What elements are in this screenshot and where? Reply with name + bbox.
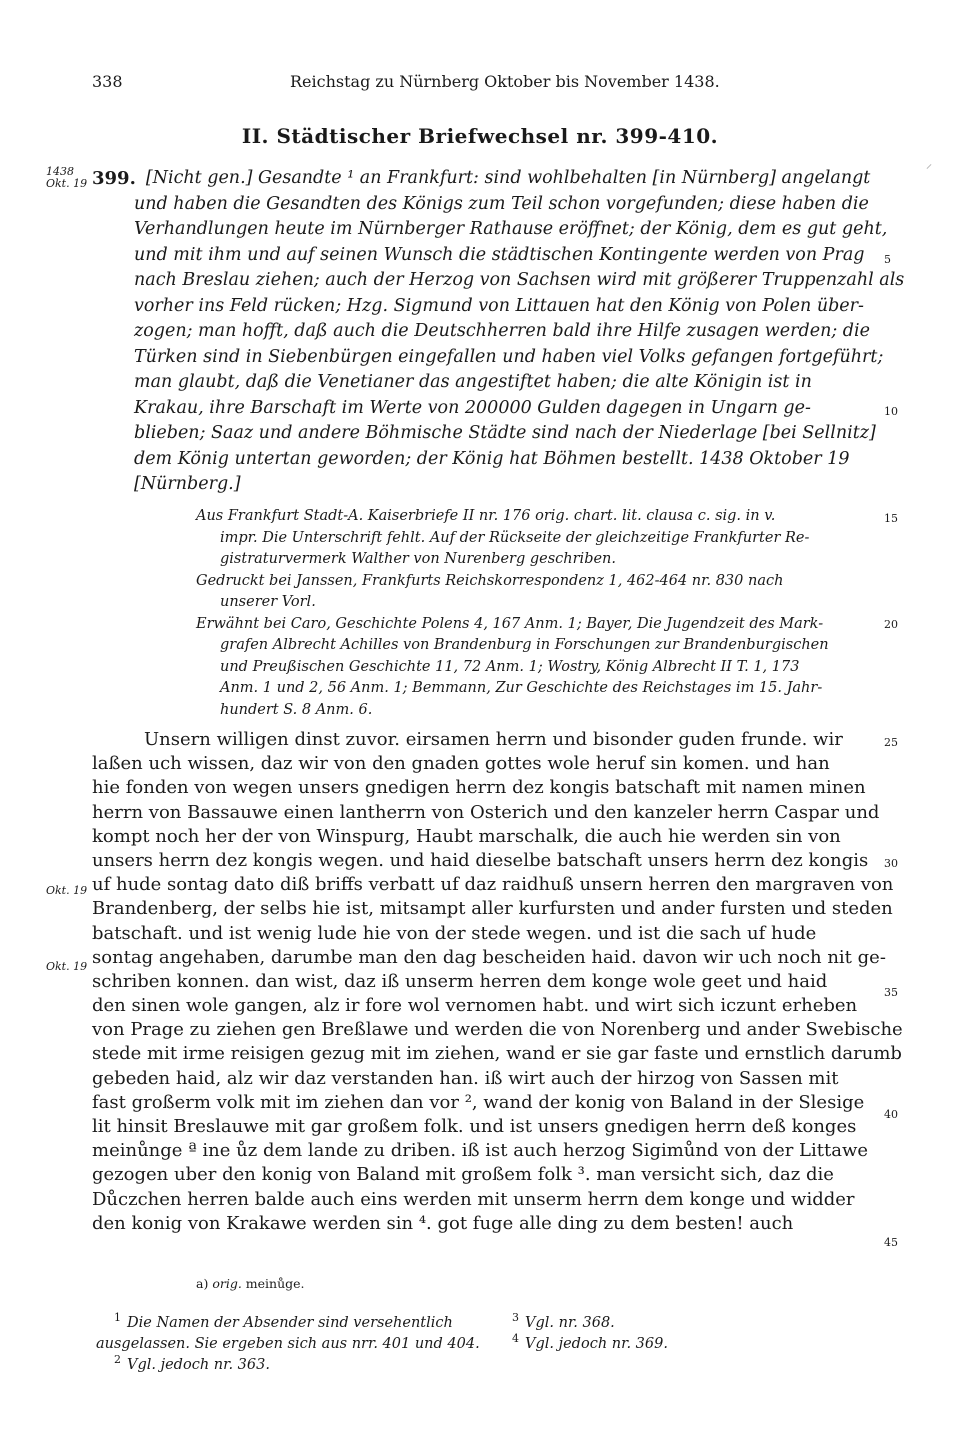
regest-line: zogen; man hofft, daß auch die Deutschherren bald ihre Hilfe zusagen werden; die — [134, 321, 870, 341]
body-line: hie fonden von wegen unsers gnedigen herrn dez kongis batschaft mit namen minen — [92, 777, 866, 799]
footnote — [96, 1355, 496, 1376]
apparatus-reading: meinůge. — [245, 1276, 305, 1291]
regest-line: man glaubt, daß die Venetianer das angestiftet haben; die alte Königin ist in — [134, 372, 812, 392]
footnote — [96, 1334, 496, 1355]
body-line: unsers herrn dez kongis wegen. und haid dieselbe batschaft unsers herrn dez kongis — [92, 849, 869, 871]
regest-line — [92, 166, 876, 192]
regest-line: Krakau, ihre Barschaft im Werte von 200000 Gulden dagegen in Ungarn ge- — [134, 397, 811, 418]
running-title: Reichstag zu Nürnberg Oktober bis November 1438. — [290, 72, 720, 91]
footnote-text: ausgelassen. Sie ergeben sich aus nrr. 401 und 404. — [96, 1336, 480, 1352]
margin-year: 1438 — [46, 165, 74, 178]
body-line: schriben konnen. dan wist, daz iß unserm herren dem konge wole geet und haid — [92, 970, 828, 992]
body-line: Unsern willigen dinst zuvor. eirsamen herrn und bisonder guden frunde. wir — [144, 729, 843, 750]
note-line: grafen Albrecht Achilles von Brandenburg in Forschungen zur Brandenburgischen — [220, 637, 829, 653]
body-line: meinůnge ª ine ůz dem lande zu driben. iß ist auch herzog Sigimůnd von der Littawe — [92, 1140, 869, 1162]
body-line: stede mit irme reisigen gezug mit im ziehen, wand er sie gar faste und ernstlich darumb — [92, 1043, 902, 1065]
line-number: 25 — [884, 736, 898, 749]
footnote-text: Vgl. jedoch nr. 369. — [525, 1336, 668, 1352]
regest-line: blieben; Saaz und andere Böhmische Städte sind nach der Niederlage [bei Sellnitz] — [134, 423, 876, 443]
page-header — [92, 72, 882, 96]
regest-line: und mit ihm und auf seinen Wunsch die städtischen Kontingente werden von Prag — [134, 244, 865, 265]
regest-line: und haben die Gesandten des Königs zum Teil schon vorgefunden; diese haben die — [134, 193, 869, 214]
note-line: Aus Frankfurt Stadt-A. Kaiserbriefe II nr. 176 orig. chart. lit. clausa c. sig. in v. — [196, 508, 776, 524]
body-line: lit hinsit Breslauwe mit gar großem folk. und ist unsers gnedigen herrn deß konges — [92, 1116, 857, 1137]
body-line: sontag angehaben, darumbe man den dag bescheiden haid. davon wir uch noch nit ge- — [92, 946, 886, 968]
page-number: 338 — [92, 72, 123, 91]
body-line: Důczchen herren balde auch eins werden mit unserm herrn dem konge und widder — [92, 1188, 855, 1210]
body-line: Brandenberg, der selbs hie ist, mitsampt aller kurfursten und ander fursten und steden — [92, 898, 893, 920]
line-number: 20 — [884, 618, 898, 631]
body-line: den sinen wole gangen, alz ir fore wol vernomen habt. und wirt sich iczunt erheben — [92, 995, 858, 1017]
note-line: und Preußischen Geschichte 11, 72 Anm. 1; Wostry, König Albrecht II T. 1, 173 — [220, 658, 800, 675]
footnote — [512, 1334, 812, 1355]
body-line: den konig von Krakawe werden sin ⁴. got fuge alle ding zu dem besten! auch — [92, 1212, 794, 1234]
line-number: 30 — [884, 857, 898, 870]
footnote-mark: 2 — [114, 1353, 121, 1367]
footnote-text: Vgl. nr. 368. — [525, 1315, 615, 1331]
line-number: 5 — [884, 253, 891, 266]
line-number: 40 — [884, 1108, 898, 1121]
apparatus-label: a) — [196, 1276, 209, 1291]
source-notes — [196, 506, 876, 721]
footnote-mark: 4 — [512, 1332, 519, 1346]
note-line: gistraturvermerk Walther von Nurenberg geschriben. — [220, 551, 617, 567]
regest-line-text: [Nicht gen.] Gesandte ¹ an Frankfurt: sind wohlbehalten [in Nürnberg] angelangt — [145, 168, 871, 188]
body-line: gebeden haid, alz wir daz verstanden han. iß wirt auch der hirzog von Sassen mit — [92, 1067, 839, 1089]
body-line: fast großerm volk mit im ziehen dan vor ², wand der konig von Baland in der Slesige — [92, 1091, 865, 1113]
line-number: 35 — [884, 986, 898, 999]
footnote-mark: 1 — [114, 1311, 121, 1325]
body-line: herrn von Bassauwe einen lantherrn von Osterich und den kanzeler herrn Caspar und — [92, 801, 880, 823]
body-line: laßen uch wissen, daz wir von den gnaden gottes wole heruf sin komen. und han — [92, 753, 830, 775]
footnote — [96, 1313, 496, 1334]
footnote-text: Die Namen der Absender sind versehentlich — [127, 1315, 453, 1331]
regest-line: nach Breslau ziehen; auch der Herzog von Sachsen wird mit größerer Truppenzahl als — [134, 270, 905, 290]
footnotes-left — [96, 1313, 496, 1376]
note-line: Erwähnt bei Caro, Geschichte Polens 4, 167 Anm. 1; Bayer, Die Jugendzeit des Mark- — [196, 615, 824, 632]
body-line: batschaft. und ist wenig lude hie von der stede wegen. und ist die sach uf hude — [92, 922, 817, 944]
body-line: gezogen uber den konig von Baland mit großem folk ³. man versicht sich, daz die — [92, 1164, 834, 1186]
margin-day: Okt. 19 — [46, 177, 88, 190]
section-title: II. Städtischer Briefwechsel nr. 399-410. — [241, 124, 719, 148]
body-line: von Prage zu ziehen gen Breßlawe und werden die von Norenberg und ander Swebische — [92, 1019, 903, 1041]
note-line: Gedruckt bei Janssen, Frankfurts Reichskorrespondenz 1, 462-464 nr. 830 nach — [196, 572, 784, 589]
note-line: unserer Vorl. — [220, 594, 316, 610]
regest-line: [Nürnberg.] — [134, 474, 241, 494]
footnote — [512, 1313, 812, 1334]
critical-apparatus — [196, 1276, 305, 1291]
regest-line: vorher ins Feld rücken; Hzg. Sigmund von Littauen hat den König von Polen über- — [134, 295, 864, 316]
document-number: 399. — [92, 168, 136, 189]
regest-line: Verhandlungen heute im Nürnberger Rathause eröffnet; der König, dem es gut geht, — [134, 219, 888, 239]
note-line: hundert S. 8 Anm. 6. — [220, 701, 373, 718]
apparatus-source: orig. — [212, 1276, 242, 1291]
line-number: 15 — [884, 512, 898, 525]
line-number: 45 — [884, 1236, 898, 1249]
margin-date-regest — [46, 166, 87, 190]
line-number: 10 — [884, 405, 898, 418]
corner-mark — [927, 164, 932, 169]
body-line: uf hude sontag dato diß briffs verbatt uf daz raidhuß unsern herren den margraven von — [92, 874, 894, 896]
footnote-text: Vgl. jedoch nr. 363. — [127, 1357, 270, 1373]
margin-date-body: Okt. 19 — [46, 884, 88, 897]
regest-line: Türken sind in Siebenbürgen eingefallen und haben viel Volks gefangen fortgeführt; — [134, 346, 884, 367]
footnote-mark: 3 — [512, 1311, 519, 1325]
regest-line: dem König untertan geworden; der König hat Böhmen bestellt. 1438 Oktober 19 — [134, 448, 850, 469]
margin-date-body: Okt. 19 — [46, 960, 88, 973]
note-line: Anm. 1 und 2, 56 Anm. 1; Bemmann, Zur Geschichte des Reichstages im 15. Jahr- — [220, 680, 823, 696]
body-line: kompt noch her der von Winspurg, Haubt marschalk, die auch hie werden sin von — [92, 825, 841, 847]
footnotes-right — [512, 1313, 812, 1355]
note-line: impr. Die Unterschrift fehlt. Auf der Rückseite der gleichzeitige Frankfurter Re- — [220, 529, 810, 546]
